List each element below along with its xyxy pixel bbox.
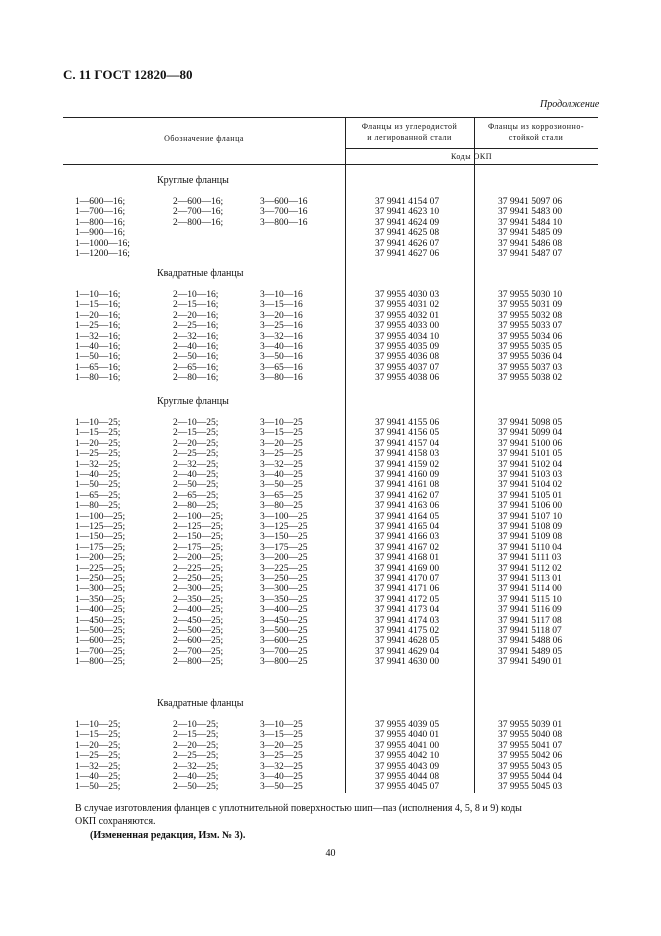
page-header: С. 11 ГОСТ 12820—80 <box>63 67 193 82</box>
footnote-line2: ОКП сохраняются. <box>75 816 156 827</box>
okp-carbon: 37 9941 4165 04 <box>375 522 440 532</box>
table-row <box>0 239 661 250</box>
flange-type3: 3—15—25 <box>260 428 303 439</box>
okp-stainless: 37 9955 5038 02 <box>498 373 563 384</box>
okp-stainless: 37 9955 5034 06 <box>498 331 563 342</box>
table-row <box>0 772 661 783</box>
flange-type1: 1—65—25; <box>75 490 121 501</box>
flange-type2: 2—80—16; <box>173 373 219 384</box>
table-row <box>0 218 661 229</box>
okp-carbon: 37 9941 4164 05 <box>375 511 440 522</box>
flange-type1: 1—80—25; <box>75 501 121 512</box>
flange-type1: 1—1200—16; <box>75 249 130 259</box>
okp-carbon: 37 9955 4038 06 <box>375 373 440 384</box>
flange-type3: 3—20—16 <box>260 310 303 321</box>
flange-type3: 3—50—16 <box>260 352 303 363</box>
okp-stainless: 37 9941 5107 10 <box>498 511 563 522</box>
flange-type2: 2—15—25; <box>173 428 219 439</box>
flange-type3: 3—250—25 <box>260 574 308 584</box>
flange-type1: 1—100—25; <box>75 511 126 522</box>
okp-stainless: 37 9941 5099 04 <box>498 428 563 439</box>
flange-type2: 2—65—16; <box>173 362 219 373</box>
okp-stainless: 37 9941 5112 02 <box>498 563 562 574</box>
flange-type2: 2—15—16; <box>173 300 219 311</box>
table-row <box>0 522 661 533</box>
flange-type2: 2—10—25; <box>173 418 219 428</box>
flange-type2: 2—20—25; <box>173 438 219 449</box>
flange-type1: 1—175—25; <box>75 542 126 553</box>
okp-stainless: 37 9941 5106 00 <box>498 501 563 512</box>
okp-carbon: 37 9941 4173 04 <box>375 605 440 616</box>
table-row <box>0 332 661 343</box>
flange-type3: 3—200—25 <box>260 553 308 564</box>
okp-stainless: 37 9941 5488 06 <box>498 636 563 647</box>
okp-stainless: 37 9941 5103 03 <box>498 470 563 480</box>
okp-carbon: 37 9955 4032 01 <box>375 310 440 321</box>
okp-carbon: 37 9941 4169 00 <box>375 563 440 574</box>
okp-stainless: 37 9941 5098 05 <box>498 418 563 428</box>
flange-type2: 2—100—25; <box>173 511 224 522</box>
okp-stainless: 37 9955 5032 08 <box>498 310 563 321</box>
section-title: Круглые фланцы <box>157 396 229 407</box>
okp-stainless: 37 9941 5489 05 <box>498 646 563 657</box>
table-row <box>0 373 661 384</box>
okp-carbon: 37 9941 4630 00 <box>375 657 440 668</box>
table-row <box>0 636 661 647</box>
flange-type1: 1—32—25; <box>75 761 121 772</box>
flange-type3: 3—25—25 <box>260 751 303 762</box>
flange-type3: 3—20—25 <box>260 438 303 449</box>
flange-type2: 2—32—25; <box>173 459 219 470</box>
table-row <box>0 491 661 502</box>
okp-stainless: 37 9955 5031 09 <box>498 300 563 311</box>
okp-stainless: 37 9941 5486 08 <box>498 238 563 249</box>
flange-type2: 2—25—16; <box>173 321 219 332</box>
flange-type2: 2—225—25; <box>173 563 224 574</box>
table-row <box>0 647 661 658</box>
flange-type2: 2—32—25; <box>173 761 219 772</box>
flange-type3: 3—700—16 <box>260 207 308 218</box>
okp-stainless: 37 9941 5100 06 <box>498 438 563 449</box>
okp-stainless: 37 9955 5036 04 <box>498 352 563 363</box>
okp-carbon: 37 9955 4034 10 <box>375 331 440 342</box>
okp-carbon: 37 9941 4626 07 <box>375 238 440 249</box>
okp-carbon: 37 9955 4031 02 <box>375 300 440 311</box>
flange-type1: 1—125—25; <box>75 522 126 532</box>
flange-type3: 3—800—25 <box>260 657 308 668</box>
table-row <box>0 470 661 481</box>
okp-stainless: 37 9941 5116 09 <box>498 605 562 616</box>
header-bottom-rule <box>63 164 598 165</box>
table-row <box>0 300 661 311</box>
flange-type1: 1—225—25; <box>75 563 126 574</box>
okp-carbon: 37 9955 4030 03 <box>375 290 440 300</box>
flange-type3: 3—10—25 <box>260 720 303 730</box>
okp-stainless: 37 9955 5040 08 <box>498 730 563 741</box>
okp-stainless: 37 9941 5485 09 <box>498 228 563 239</box>
table-row <box>0 428 661 439</box>
header-designation: Обозначение фланца <box>164 134 244 143</box>
flange-type3: 3—32—16 <box>260 331 303 342</box>
flange-type1: 1—450—25; <box>75 615 126 626</box>
table-row <box>0 720 661 731</box>
okp-stainless: 37 9941 5110 04 <box>498 542 562 553</box>
flange-type2: 2—80—25; <box>173 501 219 512</box>
flange-type3: 3—40—16 <box>260 342 303 352</box>
table-row <box>0 363 661 374</box>
okp-carbon: 37 9941 4172 05 <box>375 594 440 605</box>
flange-type3: 3—225—25 <box>260 563 308 574</box>
header-carbon-steel-line1: Фланцы из углеродистой <box>361 122 458 131</box>
okp-carbon: 37 9955 4033 00 <box>375 321 440 332</box>
okp-stainless: 37 9941 5115 10 <box>498 594 562 605</box>
footnote-line1: В случае изготовления фланцев с уплотнительной поверхностью шип—паз (исполнения 4, 5, 8 и 9) коды <box>75 803 522 814</box>
flange-type2: 2—200—25; <box>173 553 224 564</box>
flange-type3: 3—40—25 <box>260 772 303 782</box>
okp-stainless: 37 9941 5105 01 <box>498 490 563 501</box>
header-stainless-line2: стойкой стали <box>508 133 564 142</box>
okp-carbon: 37 9941 4171 06 <box>375 584 440 595</box>
okp-stainless: 37 9955 5037 03 <box>498 362 563 373</box>
okp-carbon: 37 9955 4043 09 <box>375 761 440 772</box>
flange-type1: 1—10—25; <box>75 418 121 428</box>
okp-stainless: 37 9941 5484 10 <box>498 217 563 228</box>
flange-type3: 3—10—16 <box>260 290 303 300</box>
flange-type2: 2—65—25; <box>173 490 219 501</box>
flange-type1: 1—250—25; <box>75 574 126 584</box>
flange-type1: 1—400—25; <box>75 605 126 616</box>
table-row <box>0 564 661 575</box>
flange-type1: 1—50—25; <box>75 480 121 491</box>
okp-stainless: 37 9955 5039 01 <box>498 720 563 730</box>
okp-carbon: 37 9941 4624 09 <box>375 217 440 228</box>
flange-type2: 2—450—25; <box>173 615 224 626</box>
okp-carbon: 37 9941 4158 03 <box>375 449 440 460</box>
flange-type3: 3—20—25 <box>260 740 303 751</box>
okp-carbon: 37 9941 4167 02 <box>375 542 440 553</box>
flange-type3: 3—10—25 <box>260 418 303 428</box>
flange-type3: 3—32—25 <box>260 761 303 772</box>
flange-type1: 1—32—16; <box>75 331 121 342</box>
table-row <box>0 751 661 762</box>
okp-stainless: 37 9941 5113 01 <box>498 574 562 584</box>
flange-type3: 3—32—25 <box>260 459 303 470</box>
flange-type2: 2—400—25; <box>173 605 224 616</box>
okp-stainless: 37 9955 5045 03 <box>498 782 563 793</box>
okp-carbon: 37 9955 4045 07 <box>375 782 440 793</box>
okp-stainless: 37 9955 5042 06 <box>498 751 563 762</box>
flange-type3: 3—500—25 <box>260 626 308 636</box>
flange-type3: 3—25—16 <box>260 321 303 332</box>
flange-type1: 1—10—25; <box>75 720 121 730</box>
table-row <box>0 553 661 564</box>
table-row <box>0 741 661 752</box>
okp-carbon: 37 9941 4160 09 <box>375 470 440 480</box>
table-row <box>0 449 661 460</box>
okp-carbon: 37 9941 4168 01 <box>375 553 440 564</box>
flange-type1: 1—350—25; <box>75 594 126 605</box>
flange-type3: 3—40—25 <box>260 470 303 480</box>
table-row <box>0 321 661 332</box>
okp-stainless: 37 9941 5490 01 <box>498 657 563 668</box>
flange-type2: 2—800—16; <box>173 217 224 228</box>
okp-stainless: 37 9941 5487 07 <box>498 249 563 259</box>
flange-type3: 3—400—25 <box>260 605 308 616</box>
flange-type1: 1—1000—16; <box>75 238 130 249</box>
amendment-note: (Измененная редакция, Изм. № 3). <box>90 830 246 841</box>
flange-type1: 1—700—25; <box>75 646 126 657</box>
flange-type1: 1—600—25; <box>75 636 126 647</box>
page-number: 40 <box>325 848 336 859</box>
table-row <box>0 626 661 637</box>
flange-type3: 3—600—16 <box>260 197 308 207</box>
flange-type3: 3—300—25 <box>260 584 308 595</box>
flange-type2: 2—10—16; <box>173 290 219 300</box>
table-row <box>0 543 661 554</box>
okp-carbon: 37 9955 4042 10 <box>375 751 440 762</box>
okp-carbon: 37 9941 4625 08 <box>375 228 440 239</box>
okp-carbon: 37 9941 4174 03 <box>375 615 440 626</box>
okp-carbon: 37 9941 4157 04 <box>375 438 440 449</box>
flange-type3: 3—700—25 <box>260 646 308 657</box>
flange-type2: 2—600—16; <box>173 197 224 207</box>
table-row <box>0 207 661 218</box>
table-row <box>0 290 661 301</box>
okp-stainless: 37 9955 5035 05 <box>498 342 563 352</box>
flange-type3: 3—65—25 <box>260 490 303 501</box>
flange-type2: 2—20—16; <box>173 310 219 321</box>
okp-stainless: 37 9941 5111 03 <box>498 553 562 564</box>
flange-type3: 3—150—25 <box>260 532 308 543</box>
flange-type2: 2—350—25; <box>173 594 224 605</box>
table-row <box>0 512 661 523</box>
flange-type3: 3—80—25 <box>260 501 303 512</box>
flange-type1: 1—15—16; <box>75 300 121 311</box>
flange-type1: 1—15—25; <box>75 428 121 439</box>
okp-stainless: 37 9955 5044 04 <box>498 772 563 782</box>
flange-type1: 1—20—25; <box>75 438 121 449</box>
flange-type3: 3—175—25 <box>260 542 308 553</box>
okp-stainless: 37 9941 5114 00 <box>498 584 562 595</box>
okp-stainless: 37 9941 5102 04 <box>498 459 563 470</box>
okp-carbon: 37 9941 4155 06 <box>375 418 440 428</box>
flange-type1: 1—15—25; <box>75 730 121 741</box>
flange-type1: 1—50—25; <box>75 782 121 793</box>
table-row <box>0 762 661 773</box>
flange-type3: 3—350—25 <box>260 594 308 605</box>
okp-carbon: 37 9955 4041 00 <box>375 740 440 751</box>
flange-type1: 1—800—25; <box>75 657 126 668</box>
okp-carbon: 37 9941 4156 05 <box>375 428 440 439</box>
table-row <box>0 197 661 208</box>
flange-type3: 3—25—25 <box>260 449 303 460</box>
flange-type1: 1—25—25; <box>75 751 121 762</box>
flange-type2: 2—40—16; <box>173 342 219 352</box>
flange-type1: 1—500—25; <box>75 626 126 636</box>
flange-type3: 3—50—25 <box>260 782 303 793</box>
okp-carbon: 37 9941 4170 07 <box>375 574 440 584</box>
header-stainless-line1: Фланцы из коррозионно- <box>488 122 584 131</box>
flange-type2: 2—50—16; <box>173 352 219 363</box>
flange-type2: 2—40—25; <box>173 772 219 782</box>
table-row <box>0 480 661 491</box>
table-row <box>0 249 661 260</box>
okp-carbon: 37 9941 4175 02 <box>375 626 440 636</box>
flange-type2: 2—300—25; <box>173 584 224 595</box>
flange-type3: 3—800—16 <box>260 217 308 228</box>
flange-type2: 2—25—25; <box>173 751 219 762</box>
table-row <box>0 342 661 353</box>
section-title: Круглые фланцы <box>157 175 229 186</box>
okp-carbon: 37 9941 4627 06 <box>375 249 440 259</box>
table-row <box>0 460 661 471</box>
okp-carbon: 37 9941 4162 07 <box>375 490 440 501</box>
table-row <box>0 605 661 616</box>
table-row <box>0 595 661 606</box>
okp-stainless: 37 9941 5483 00 <box>498 207 563 218</box>
table-row <box>0 782 661 793</box>
okp-carbon: 37 9955 4044 08 <box>375 772 440 782</box>
flange-type2: 2—150—25; <box>173 532 224 543</box>
flange-type2: 2—700—25; <box>173 646 224 657</box>
flange-type1: 1—50—16; <box>75 352 121 363</box>
okp-carbon: 37 9941 4628 05 <box>375 636 440 647</box>
okp-stainless: 37 9941 5118 07 <box>498 626 562 636</box>
table-row <box>0 584 661 595</box>
header-carbon-steel-line2: и легированной стали <box>367 133 452 142</box>
flange-type2: 2—700—16; <box>173 207 224 218</box>
table-row <box>0 501 661 512</box>
okp-stainless: 37 9955 5033 07 <box>498 321 563 332</box>
flange-type1: 1—32—25; <box>75 459 121 470</box>
flange-type1: 1—150—25; <box>75 532 126 543</box>
flange-type1: 1—25—16; <box>75 321 121 332</box>
flange-type3: 3—15—25 <box>260 730 303 741</box>
flange-type2: 2—15—25; <box>173 730 219 741</box>
flange-type2: 2—32—16; <box>173 331 219 342</box>
flange-type1: 1—20—25; <box>75 740 121 751</box>
okp-stainless: 37 9941 5109 08 <box>498 532 563 543</box>
table-row <box>0 352 661 363</box>
flange-type2: 2—25—25; <box>173 449 219 460</box>
flange-type1: 1—40—25; <box>75 772 121 782</box>
table-row <box>0 532 661 543</box>
flange-type1: 1—600—16; <box>75 197 126 207</box>
flange-type1: 1—800—16; <box>75 217 126 228</box>
flange-type1: 1—20—16; <box>75 310 121 321</box>
continuation-label: Продолжение <box>540 99 600 110</box>
okp-stainless: 37 9941 5108 09 <box>498 522 563 532</box>
section-title: Квадратные фланцы <box>157 698 244 709</box>
flange-type2: 2—50—25; <box>173 782 219 793</box>
flange-type1: 1—80—16; <box>75 373 121 384</box>
flange-type1: 1—200—25; <box>75 553 126 564</box>
flange-type1: 1—300—25; <box>75 584 126 595</box>
okp-stainless: 37 9955 5043 05 <box>498 761 563 772</box>
flange-type2: 2—175—25; <box>173 542 224 553</box>
table-top-rule <box>63 117 598 118</box>
table-row <box>0 616 661 627</box>
okp-carbon: 37 9941 4629 04 <box>375 646 440 657</box>
okp-carbon: 37 9941 4159 02 <box>375 459 440 470</box>
table-row <box>0 574 661 585</box>
flange-type3: 3—100—25 <box>260 511 308 522</box>
flange-type1: 1—25—25; <box>75 449 121 460</box>
okp-stainless: 37 9941 5104 02 <box>498 480 563 491</box>
flange-type2: 2—500—25; <box>173 626 224 636</box>
okp-stainless: 37 9955 5030 10 <box>498 290 563 300</box>
flange-type3: 3—125—25 <box>260 522 308 532</box>
table-row <box>0 228 661 239</box>
flange-type2: 2—800—25; <box>173 657 224 668</box>
okp-carbon: 37 9941 4154 07 <box>375 197 440 207</box>
okp-carbon: 37 9941 4166 03 <box>375 532 440 543</box>
flange-type3: 3—80—16 <box>260 373 303 384</box>
okp-carbon: 37 9955 4035 09 <box>375 342 440 352</box>
flange-type3: 3—450—25 <box>260 615 308 626</box>
okp-stainless: 37 9941 5117 08 <box>498 615 562 626</box>
flange-type3: 3—600—25 <box>260 636 308 647</box>
section-title: Квадратные фланцы <box>157 268 244 279</box>
okp-carbon: 37 9941 4161 08 <box>375 480 440 491</box>
table-row <box>0 730 661 741</box>
flange-type3: 3—15—16 <box>260 300 303 311</box>
table-row <box>0 311 661 322</box>
okp-stainless: 37 9955 5041 07 <box>498 740 563 751</box>
flange-type1: 1—900—16; <box>75 228 126 239</box>
okp-stainless: 37 9941 5097 06 <box>498 197 563 207</box>
okp-carbon: 37 9941 4623 10 <box>375 207 440 218</box>
flange-type2: 2—600—25; <box>173 636 224 647</box>
okp-carbon: 37 9955 4036 08 <box>375 352 440 363</box>
okp-stainless: 37 9941 5101 05 <box>498 449 563 460</box>
okp-carbon: 37 9955 4039 05 <box>375 720 440 730</box>
flange-type2: 2—125—25; <box>173 522 224 532</box>
flange-type2: 2—40—25; <box>173 470 219 480</box>
table-row <box>0 418 661 429</box>
okp-carbon: 37 9941 4163 06 <box>375 501 440 512</box>
flange-type1: 1—10—16; <box>75 290 121 300</box>
okp-carbon: 37 9955 4040 01 <box>375 730 440 741</box>
table-row <box>0 439 661 450</box>
flange-type2: 2—10—25; <box>173 720 219 730</box>
codes-rule <box>345 148 598 149</box>
flange-type3: 3—50—25 <box>260 480 303 491</box>
flange-type1: 1—40—16; <box>75 342 121 352</box>
flange-type1: 1—40—25; <box>75 470 121 480</box>
flange-type2: 2—50—25; <box>173 480 219 491</box>
flange-type2: 2—250—25; <box>173 574 224 584</box>
okp-carbon: 37 9955 4037 07 <box>375 362 440 373</box>
flange-type1: 1—65—16; <box>75 362 121 373</box>
flange-type3: 3—65—16 <box>260 362 303 373</box>
flange-type1: 1—700—16; <box>75 207 126 218</box>
flange-type2: 2—20—25; <box>173 740 219 751</box>
table-row <box>0 657 661 668</box>
header-okp-codes: Коды ОКП <box>450 152 493 161</box>
